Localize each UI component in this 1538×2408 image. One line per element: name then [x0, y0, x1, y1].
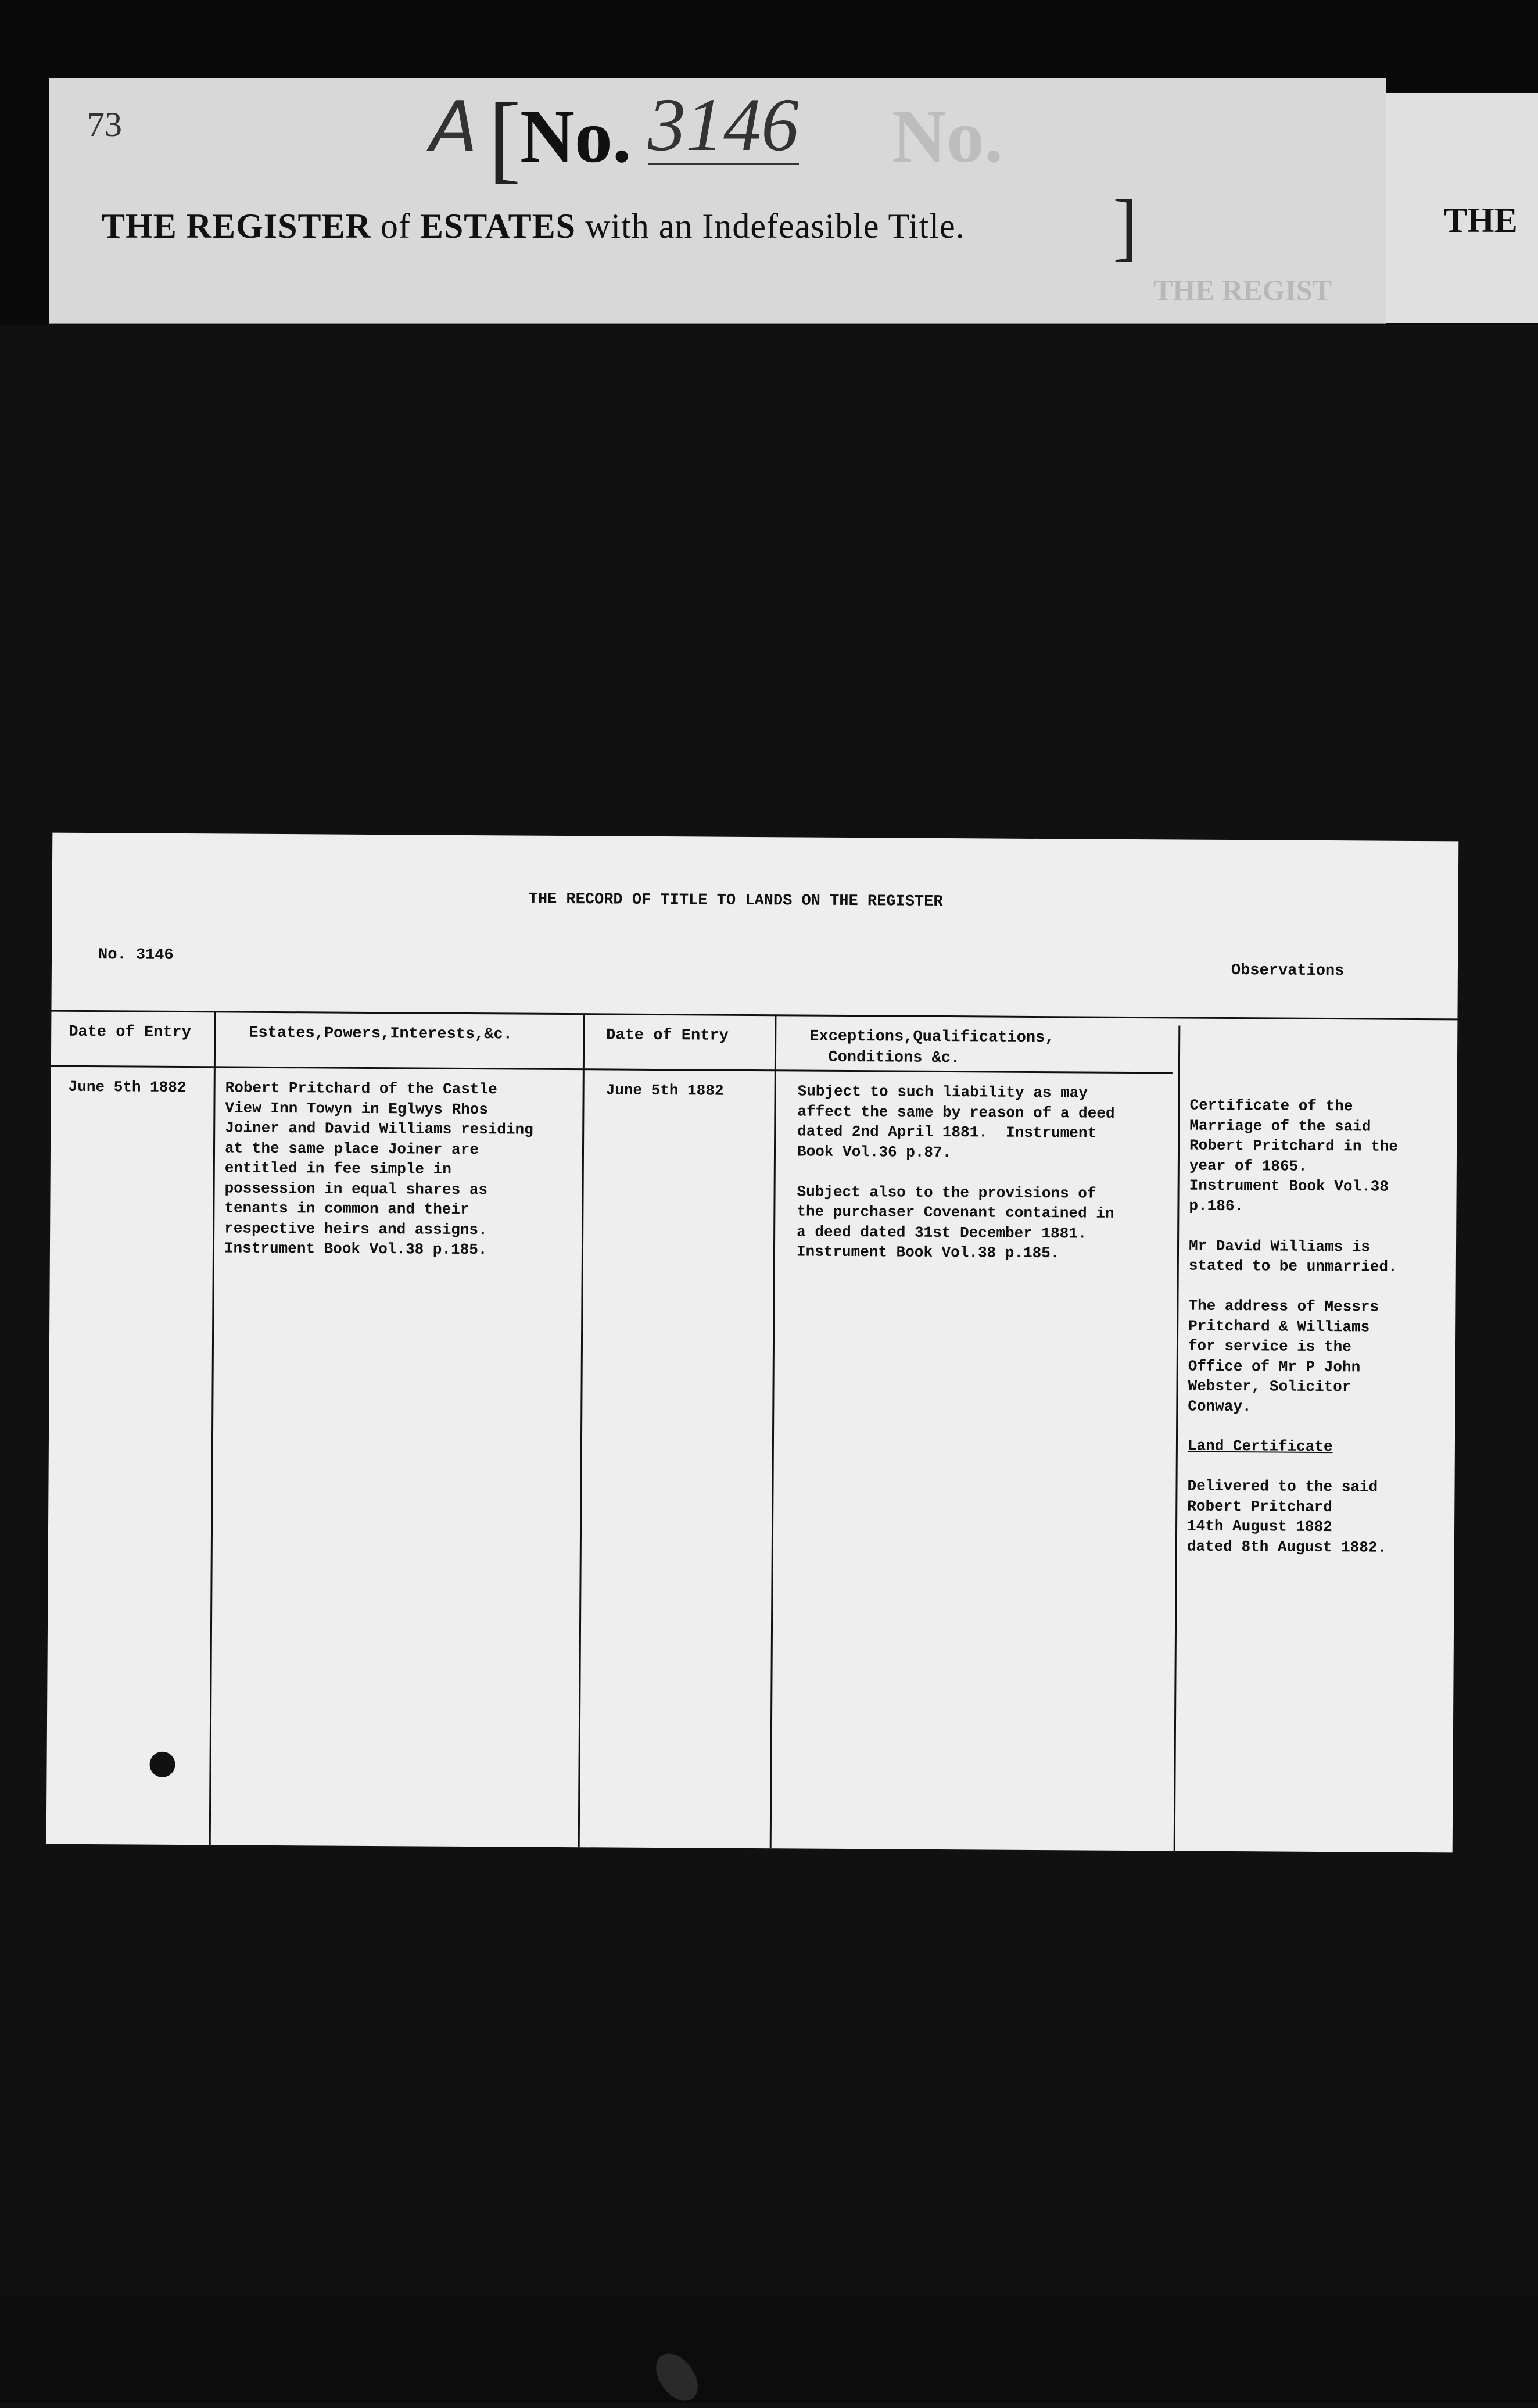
register-title-part: of	[380, 207, 411, 245]
column-header-exceptions: Exceptions,Qualifications, Conditions &c.	[809, 1028, 1055, 1068]
entry-observations: Certificate of the Marriage of the said Robert Pritchard in the year of 1865. Instrument Book Vol.38 p.186. Mr David Williams is stated to be unmarried. The address of Messrs Pritchard & Williams for service is the Office of Mr P John Webster, Solicitor Conway.	[1188, 1096, 1399, 1415]
entry-date-2: June 5th 1882	[605, 1081, 724, 1100]
bleed-through-no: No.	[892, 95, 1003, 178]
header-rule	[51, 1010, 1457, 1021]
handwritten-letter: A	[430, 87, 478, 168]
entry-exceptions: Subject to such liability as may affect the same by reason of a deed dated 2nd April 1881. Instrument Book Vol.36 p.87. Subject also to the provisions of the purchaser Covenant contained in a deed dated 31st December 1881. Instrument Book Vol.38 p.185.	[796, 1082, 1115, 1262]
observations-header: Observations	[1231, 962, 1345, 981]
column-divider	[770, 1014, 777, 1848]
entry-estates: Robert Pritchard of the Castle View Inn Towyn in Eglwys Rhos Joiner and David Williams residing at the same place Joiner are entitled in fee simple in possession in equal shares as tenants in common and their respective heirs and assigns. Instrument Book Vol.38 p.185.	[224, 1079, 533, 1259]
column-header-estates: Estates,Powers,Interests,&c.	[249, 1024, 513, 1044]
reference-page-handwritten: 37	[632, 335, 679, 386]
register-number-handwritten: 3146	[648, 83, 799, 167]
land-certificate-text: Delivered to the said Robert Pritchard 14th August 1882 dated 8th August 1882.	[1186, 1477, 1387, 1557]
register-no-label: No.	[520, 95, 632, 178]
ledger-page	[49, 78, 1386, 386]
record-of-title-label: Record of Title.	[695, 352, 861, 381]
record-card	[46, 833, 1459, 1853]
bracket-close: ]	[1113, 185, 1138, 269]
register-title-part: with an Indefeasible Title.	[585, 207, 965, 245]
reference-label: Reference Vol.	[381, 352, 535, 381]
bottom-edge	[0, 2296, 1538, 2403]
entry-date: June 5th 1882	[68, 1078, 187, 1097]
column-divider	[209, 1011, 216, 1845]
column-header-date-entry: Date of Entry	[69, 1023, 191, 1042]
right-page-title: THE	[1444, 201, 1518, 239]
page-number: 73	[87, 105, 122, 144]
column-header-date-entry-2: Date of Entry	[606, 1026, 729, 1045]
bracket-open: [	[488, 83, 521, 192]
ledger-strip	[0, 0, 1538, 386]
register-title-part: THE REGISTER	[102, 207, 371, 245]
register-title	[102, 206, 965, 246]
punch-hole	[149, 1752, 175, 1777]
card-number: No. 3146	[98, 946, 174, 964]
reference-line	[381, 334, 861, 387]
card-title: THE RECORD OF TITLE TO LANDS ON THE REGISTER	[528, 890, 943, 911]
register-title-part: ESTATES	[420, 207, 576, 245]
observations-label-top: Observations.	[1182, 338, 1327, 367]
column-divider	[1174, 1025, 1181, 1851]
reference-p-label: p.	[602, 352, 622, 381]
reference-vol-handwritten: 37	[545, 335, 592, 386]
bleed-through-title: THE REGIST	[1153, 274, 1332, 306]
column-divider	[578, 1013, 585, 1847]
land-certificate-heading: Land Certificate	[1187, 1437, 1333, 1456]
